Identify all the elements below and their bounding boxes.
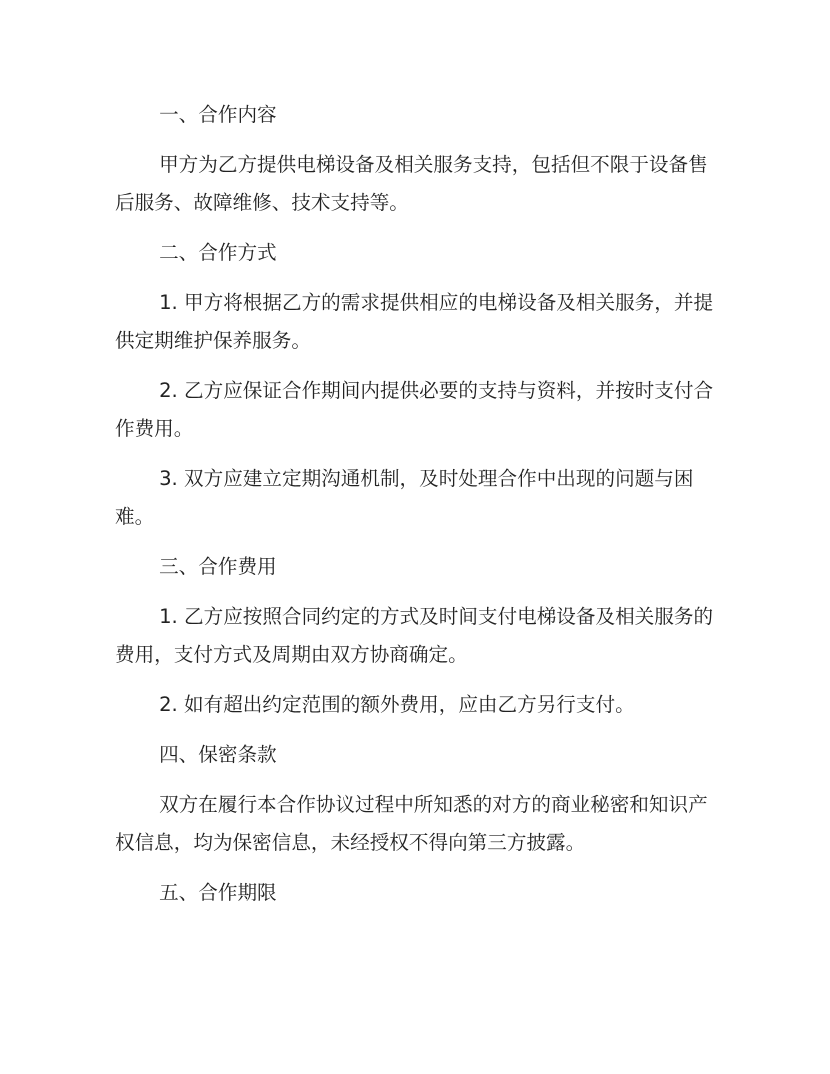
section-heading: 三、合作费用 [159, 555, 277, 578]
paragraph: 1. 甲方将根据乙方的需求提供相应的电梯设备及相关服务，并提供定期维护保养服务。 [115, 291, 714, 352]
paragraph: 2. 乙方应保证合作期间内提供必要的支持与资料，并按时支付合作费用。 [115, 379, 714, 440]
paragraph: 2. 如有超出约定范围的额外费用，应由乙方另行支付。 [159, 693, 635, 716]
document-body [115, 96, 715, 924]
section-heading: 五、合作期限 [159, 881, 277, 904]
paragraph: 3. 双方应建立定期沟通机制，及时处理合作中出现的问题与困难。 [115, 467, 694, 528]
paragraph: 甲方为乙方提供电梯设备及相关服务支持，包括但不限于设备售后服务、故障维修、技术支持等。 [115, 153, 708, 214]
section-heading: 一、合作内容 [159, 103, 277, 126]
paragraph: 双方在履行本合作协议过程中所知悉的对方的商业秘密和知识产权信息，均为保密信息，未经授权不得向第三方披露。 [115, 793, 708, 854]
paragraph: 1. 乙方应按照合同约定的方式及时间支付电梯设备及相关服务的费用，支付方式及周期由双方协商确定。 [115, 605, 714, 666]
section-heading: 四、保密条款 [159, 743, 277, 766]
section-heading: 二、合作方式 [159, 241, 277, 264]
